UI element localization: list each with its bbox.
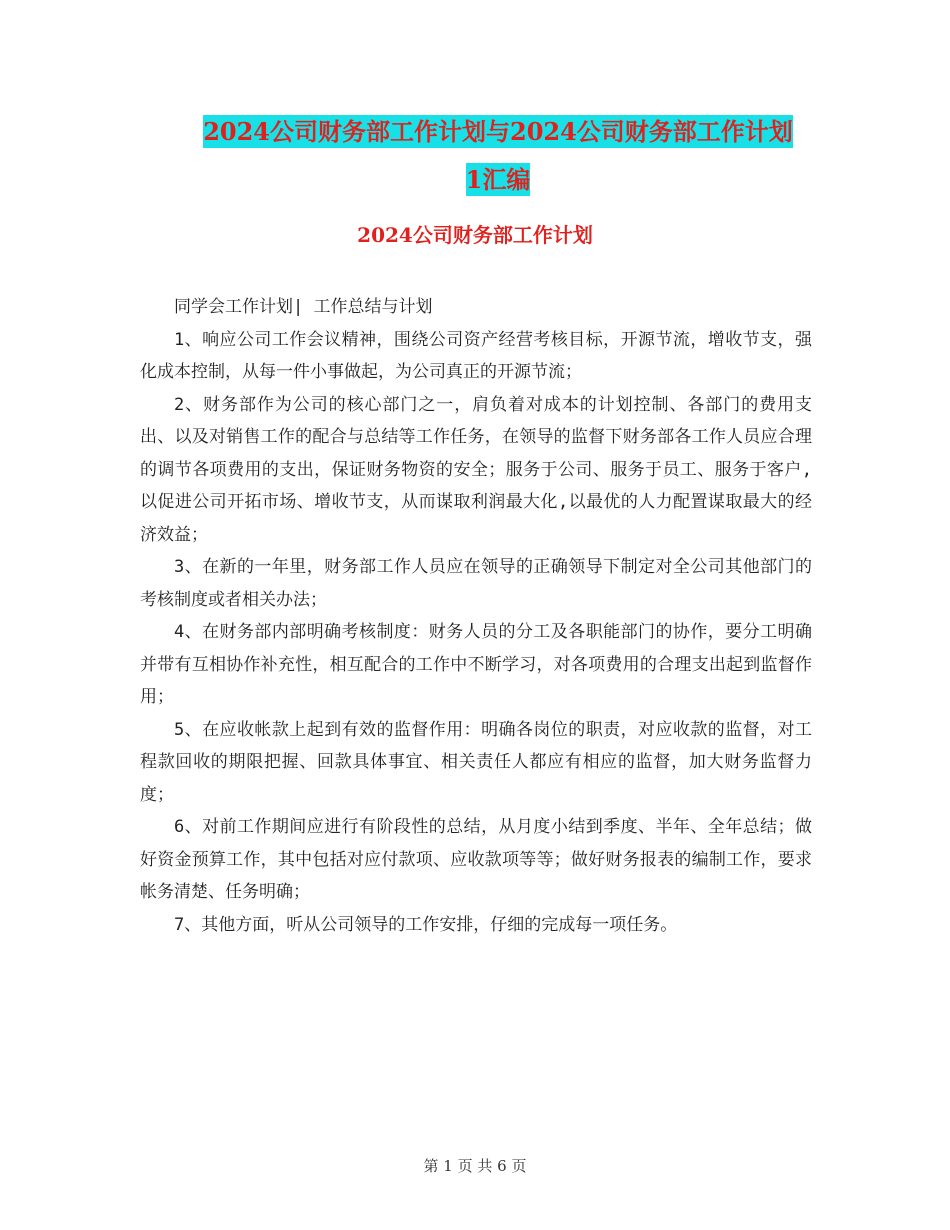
paragraph-intro: 同学会工作计划| 工作总结与计划	[174, 297, 433, 317]
section-title: 2024公司财务部工作计划	[357, 223, 593, 247]
paragraph-6: 6、对前工作期间应进行有阶段性的总结，从月度小结到季度、半年、全年总结；做好资金预算工作，其中包括对应付款项、应收款项等等；做好财务报表的编制工作，要求帐务清楚、任务明确；	[140, 817, 812, 902]
paragraph-1: 1、响应公司工作会议精神，围绕公司资产经营考核目标，开源节流，增收节支，强化成本控制，从每一件小事做起，为公司真正的开源节流；	[140, 329, 812, 382]
paragraph-5: 5、在应收帐款上起到有效的监督作用：明确各岗位的职责，对应收款的监督，对工程款回收的期限把握、回款具体事宜、相关责任人都应有相应的监督，加大财务监督力度；	[140, 719, 812, 805]
paragraph-3: 3、在新的一年里，财务部工作人员应在领导的正确领导下制定对全公司其他部门的考核制度或者相关办法；	[140, 557, 812, 610]
title-line-1: 2024公司财务部工作计划与2024公司财务部工作计划	[203, 117, 793, 146]
paragraph-2: 2、财务部作为公司的核心部门之一，肩负着对成本的计划控制、各部门的费用支出、以及对销售工作的配合与总结等工作任务，在领导的监督下财务部各工作人员应合理的调节各项费用的支出，保证财务物资的安全；服务于公司、服务于员工、服务于客户,以促进公司开拓市场、增收节支，从而谋取利润最大化,以最优的人力配置谋取最大的经济效益；	[140, 394, 812, 545]
document-title	[140, 108, 856, 204]
paragraph-4: 4、在财务部内部明确考核制度：财务人员的分工及各职能部门的协作，要分工明确并带有互相协作补充性，相互配合的工作中不断学习，对各项费用的合理支出起到监督作用；	[140, 622, 812, 707]
document-body	[140, 291, 812, 941]
title-line-2: 1汇编	[465, 165, 531, 194]
page-number-footer: 第 1 页 共 6 页	[423, 1157, 527, 1175]
paragraph-7: 7、其他方面，听从公司领导的工作安排，仔细的完成每一项任务。	[174, 914, 678, 935]
